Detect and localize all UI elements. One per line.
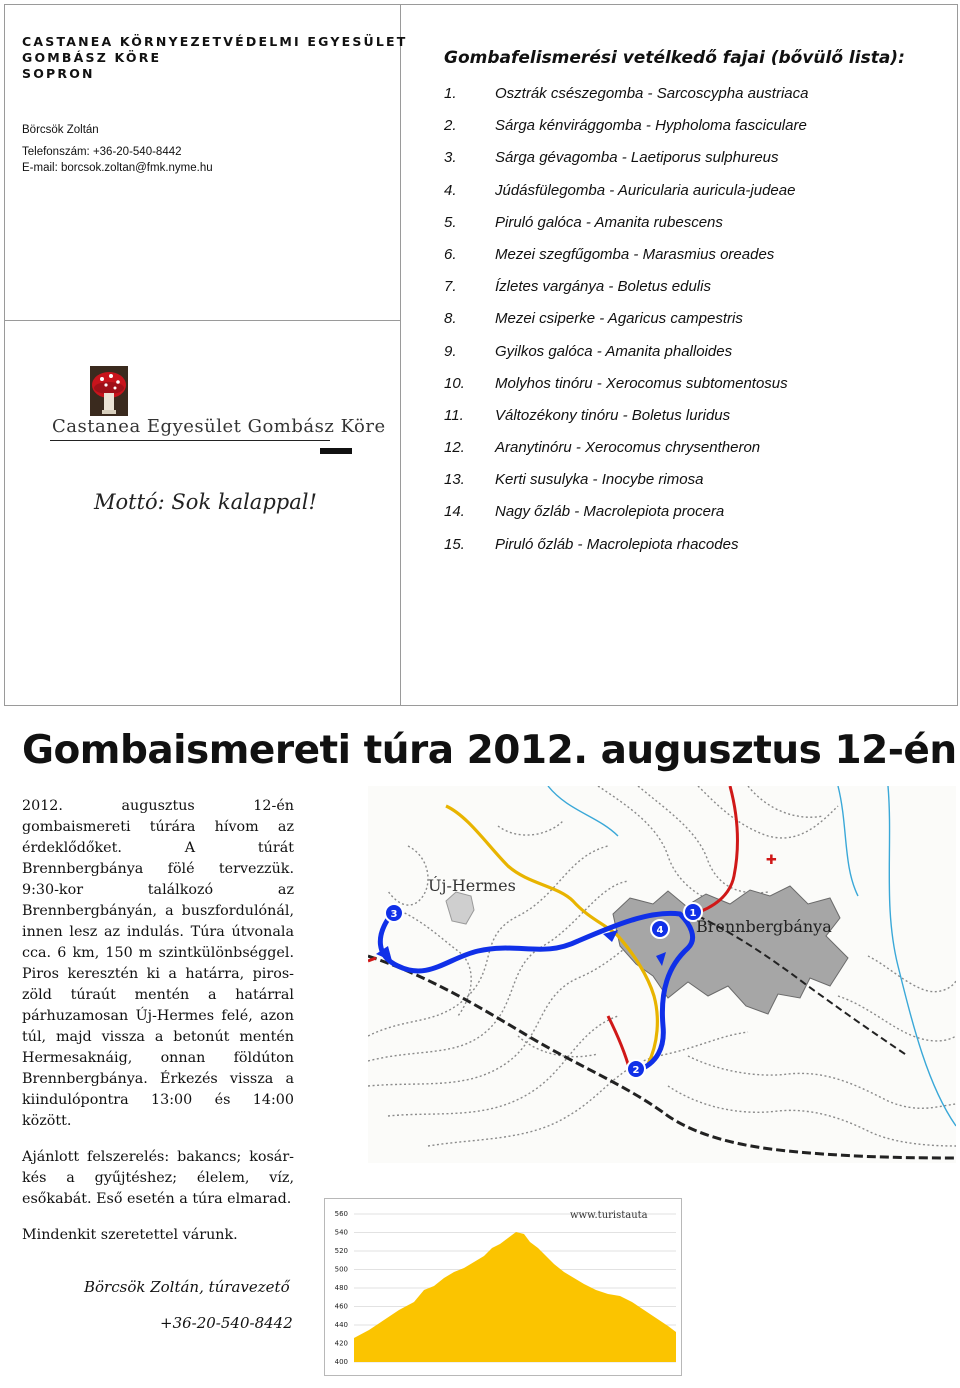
list-item: 8. Mezei csiperke - Agaricus campestris [444, 310, 743, 328]
list-item: 4. Júdásfülegomba - Auricularia auricula-judeae [444, 181, 796, 199]
elevation-profile [324, 1198, 682, 1376]
list-item: 1. Osztrák csészegomba - Sarcoscypha austriaca [444, 85, 809, 102]
profile-watermark: www.turistauta [570, 1210, 648, 1221]
list-item: 3. Sárga gévagomba - Laetiporus sulphureus [444, 149, 779, 167]
column-divider [400, 4, 401, 706]
contact-name: Börcsök Zoltán [22, 124, 99, 136]
mushroom-icon [90, 366, 128, 416]
y-tick-label: 460 [334, 1302, 348, 1311]
route-map [368, 786, 956, 1163]
tour-description [22, 796, 294, 1261]
y-tick-label: 540 [334, 1228, 348, 1237]
species-list-title: Gombafelismerési vetélkedő fajai (bővülő lista): [444, 48, 905, 68]
map-label-brennbergbanya: Brennbergbánya [696, 917, 832, 936]
tour-paragraph-2: Ajánlott felszerelés: bakancs; kosár-kés a gyűjtéshez; élelem, víz, esőkabát. Eső esetén a túra elmarad. [22, 1149, 294, 1207]
contact-block [22, 122, 213, 176]
list-item: 12. Aranytinóru - Xerocomus chrysentheron [444, 439, 761, 457]
waypoint-3 [385, 904, 403, 922]
svg-text:4: 4 [656, 925, 664, 936]
tour-title: Gombaismereti túra 2012. augusztus 12-én [22, 728, 957, 773]
organization-name [22, 34, 408, 82]
y-tick-label: 500 [334, 1265, 348, 1274]
left-panel-divider [4, 320, 401, 321]
org-line-2: GOMBÁSZ KÖRE [22, 50, 162, 65]
svg-text:2: 2 [632, 1065, 640, 1076]
species-list [444, 83, 808, 566]
waypoint-2 [627, 1060, 645, 1078]
y-tick-label: 520 [334, 1247, 348, 1255]
list-item: 10. Molyhos tinóru - Xerocomus subtomentosus [444, 374, 788, 392]
logo-accent-bar [320, 448, 352, 454]
list-item: 6. Mezei szegfűgomba - Marasmius oreades [444, 245, 775, 263]
club-logo [50, 366, 386, 466]
tour-paragraph-3: Mindenkit szeretettel várunk. [22, 1227, 238, 1243]
org-line-1: CASTANEA KÖRNYEZETVÉDELMI EGYESÜLET [22, 34, 408, 49]
list-item: 15. Piruló őzláb - Macrolepiota rhacodes [444, 535, 739, 553]
y-tick-label: 400 [334, 1358, 348, 1366]
list-item: 2. Sárga kénvirággomba - Hypholoma fasciculare [444, 117, 807, 135]
tour-paragraph-1: 2012. augusztus 12-én gombaismereti túrára hívom az érdeklődőket. A túrát Brennbergbánya fölé tervezzük. 9:30-kor találkozó az Brennbergbányán, a buszfordulónál, innen lesz az indulás. Túra útvonala cca. 6 km, 150 m szintkülönbséggel. Piros keresztén ki a határra, piros-zöld túraút mentén a határral párhuzamosan Új-Hermes felé, azon túl, majd vissza a betonút mentén Hermesaknáig, onnan földúton Brennbergbánya. Érkezés vissza a kiindulópontra 13:00 és 14:00 között. [22, 798, 294, 1129]
list-item: 5. Piruló galóca - Amanita rubescens [444, 213, 723, 231]
contact-phone: Telefonszám: +36-20-540-8442 [22, 146, 182, 158]
signature: Börcsök Zoltán, túravezető [84, 1278, 290, 1296]
red-cross-icon: ✚ [766, 853, 777, 868]
y-tick-label: 480 [334, 1284, 348, 1292]
svg-text:1: 1 [689, 908, 697, 919]
map-label-uj-hermes: Új-Hermes [428, 876, 516, 895]
org-line-3: SOPRON [22, 66, 95, 81]
y-tick-label: 440 [334, 1321, 348, 1329]
y-tick-label: 560 [334, 1210, 348, 1218]
logo-text: Castanea Egyesület Gombász Köre [52, 416, 386, 437]
motto: Mottó: Sok kalappal! [94, 490, 317, 514]
svg-text:3: 3 [390, 909, 398, 920]
list-item: 13. Kerti susulyka - Inocybe rimosa [444, 471, 704, 489]
y-tick-label: 420 [334, 1339, 348, 1348]
contact-email[interactable]: E-mail: borcsok.zoltan@fmk.nyme.hu [22, 162, 213, 174]
list-item: 11. Változékony tinóru - Boletus luridus [444, 406, 731, 424]
list-item: 9. Gyilkos galóca - Amanita phalloides [444, 342, 733, 360]
list-item: 7. Ízletes vargánya - Boletus edulis [444, 278, 711, 296]
profile-y-axis [335, 1210, 348, 1366]
waypoint-4 [651, 920, 669, 938]
signature-phone: +36-20-540-8442 [160, 1314, 293, 1332]
logo-underline [50, 440, 330, 441]
list-item: 14. Nagy őzláb - Macrolepiota procera [444, 503, 725, 521]
